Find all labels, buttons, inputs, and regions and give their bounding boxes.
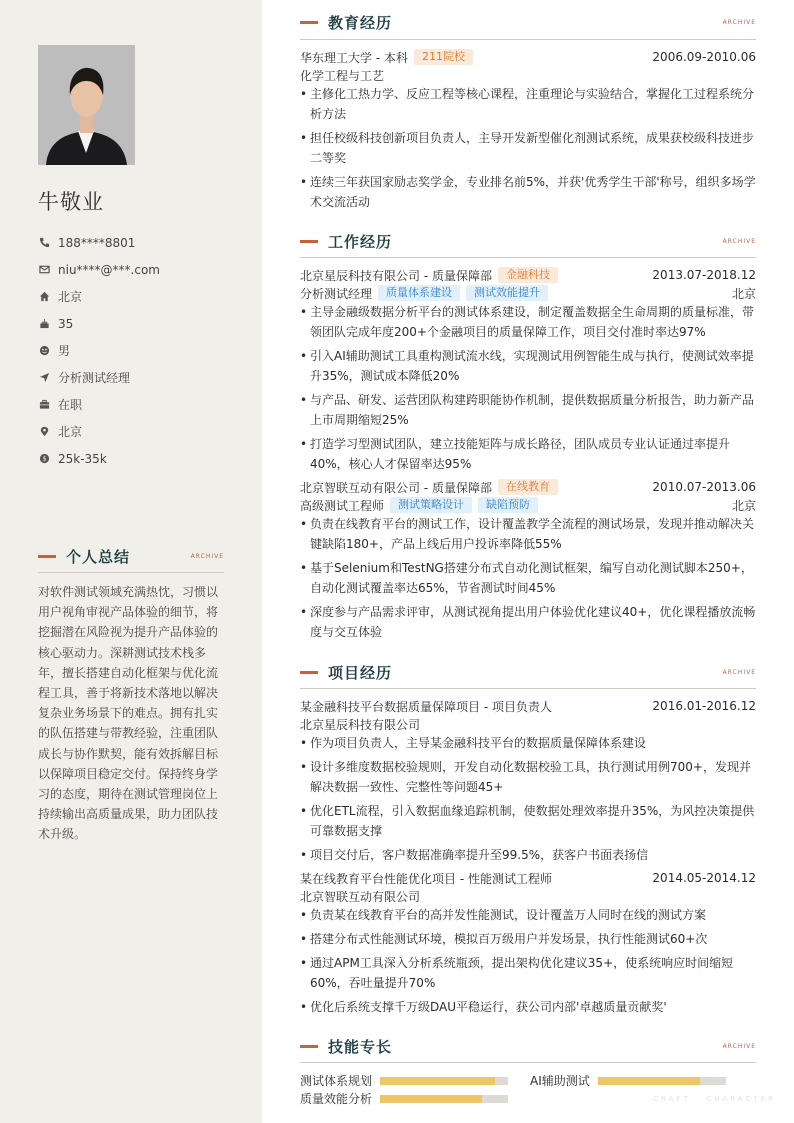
section-tag: ARCHIVE xyxy=(190,553,224,560)
skill-tag: 测试策略设计 xyxy=(390,497,472,513)
project-header xyxy=(300,697,756,715)
project-name: 某在线教育平台性能优化项目 - 性能测试工程师 xyxy=(300,871,552,886)
section-tag: ARCHIVE xyxy=(722,1043,756,1050)
contact-text: 男 xyxy=(58,344,71,358)
section-title: 教育经历 xyxy=(328,14,393,32)
contact-email xyxy=(38,256,160,283)
list-item: • 设计多维度数据校验规则，开发自动化数据校验工具，执行测试用例700+，发现并解决数据一致性、完整性等问题45+ xyxy=(300,757,756,797)
contact-text: 北京 xyxy=(58,290,83,304)
contact-list xyxy=(38,229,160,472)
section-tag: ARCHIVE xyxy=(722,238,756,245)
send-icon xyxy=(38,372,50,384)
job-role-row xyxy=(300,496,756,514)
skills-heading xyxy=(300,1036,756,1057)
project-org: 北京智联互动有限公司 xyxy=(300,889,421,904)
skill-bar xyxy=(380,1095,508,1103)
education-heading xyxy=(300,12,756,33)
job-role: 高级测试工程师 xyxy=(300,498,385,513)
section-tag: ARCHIVE xyxy=(722,19,756,26)
project-date: 2016.01-2016.12 xyxy=(652,699,756,713)
industry-badge: 在线教育 xyxy=(498,479,558,495)
skill-bar-fill xyxy=(598,1077,700,1085)
project-bullets xyxy=(300,733,756,869)
home-icon xyxy=(38,291,50,303)
skill-tag: 质量体系建设 xyxy=(378,285,460,301)
contact-status xyxy=(38,391,160,418)
section-divider xyxy=(300,257,756,258)
skill-bar-fill xyxy=(380,1077,495,1085)
school-name: 华东理工大学 - 本科 xyxy=(300,50,408,65)
heading-accent xyxy=(38,555,56,558)
skill-tag: 缺陷预防 xyxy=(478,497,538,513)
svg-text:$: $ xyxy=(41,454,47,463)
skill-bar xyxy=(380,1077,508,1085)
section-tag: ARCHIVE xyxy=(722,669,756,676)
skill-tag: 测试效能提升 xyxy=(466,285,548,301)
list-item: • 主导金融级数据分析平台的测试体系建设，制定覆盖数据全生命周期的质量标准，带领团队完成年度200+个金融项目的质量保障工作，项目交付准时率达97% xyxy=(300,302,756,342)
job-header xyxy=(300,266,756,284)
industry-badge: 金融科技 xyxy=(498,267,558,283)
list-item: • 深度参与产品需求评审，从测试视角提出用户体验优化建议40+，优化课程播放流畅度与交互体验 xyxy=(300,602,756,642)
contact-position xyxy=(38,364,160,391)
education-date: 2006.09-2010.06 xyxy=(652,50,756,64)
sidebar xyxy=(0,0,262,1123)
heading-accent xyxy=(300,671,318,674)
project-name: 某金融科技平台数据质量保障项目 - 项目负责人 xyxy=(300,699,552,714)
gender-icon xyxy=(38,345,50,357)
job-date: 2010.07-2013.06 xyxy=(652,480,756,494)
skill-item xyxy=(530,1072,726,1089)
list-item: • 负责某在线教育平台的高并发性能测试，设计覆盖万人同时在线的测试方案 xyxy=(300,905,756,925)
heading-accent xyxy=(300,1045,318,1048)
project-org-row xyxy=(300,887,756,905)
section-divider xyxy=(300,39,756,40)
major: 化学工程与工艺 xyxy=(300,68,385,83)
education-header xyxy=(300,48,756,66)
list-item: • 优化ETL流程，引入数据血缘追踪机制，使数据处理效率提升35%，为风控决策提供可靠数据支撑 xyxy=(300,801,756,841)
skill-item xyxy=(300,1090,508,1107)
job-city: 北京 xyxy=(731,498,756,513)
project-bullets xyxy=(300,905,756,1021)
contact-text: 25k-35k xyxy=(58,451,107,466)
section-title: 工作经历 xyxy=(328,233,393,251)
contact-text: 35 xyxy=(58,316,74,331)
contact-text: 北京 xyxy=(58,425,83,439)
list-item: • 项目交付后，客户数据准确率提升至99.5%，获客户书面表扬信 xyxy=(300,845,756,865)
contact-text: 分析测试经理 xyxy=(58,371,131,385)
job-date: 2013.07-2018.12 xyxy=(652,268,756,282)
candidate-name: 牛敬业 xyxy=(38,190,104,214)
skill-name: 测试体系规划 xyxy=(300,1074,373,1088)
job-bullets xyxy=(300,302,756,478)
list-item: • 担任校级科技创新项目负责人，主导开发新型催化剂测试系统，成果获校级科技进步二等奖 xyxy=(300,128,756,168)
education-bullets xyxy=(300,84,756,216)
contact-gender xyxy=(38,337,160,364)
briefcase-icon xyxy=(38,399,50,411)
project-date: 2014.05-2014.12 xyxy=(652,871,756,885)
skill-item xyxy=(300,1072,508,1089)
job-city: 北京 xyxy=(731,286,756,301)
company-name: 北京智联互动有限公司 - 质量保障部 xyxy=(300,480,492,495)
list-item: • 引入AI辅助测试工具重构测试流水线，实现测试用例智能生成与执行，使测试效率提升35%，测试成本降低20% xyxy=(300,346,756,386)
list-item: • 打造学习型测试团队，建立技能矩阵与成长路径，团队成员专业认证通过率提升40%，核心人才保留率达95% xyxy=(300,434,756,474)
location-icon xyxy=(38,426,50,438)
list-item: • 与产品、研发、运营团队构建跨职能协作机制，提供数据质量分析报告，助力新产品上市周期缩短25% xyxy=(300,390,756,430)
contact-home xyxy=(38,283,160,310)
heading-accent xyxy=(300,21,318,24)
section-divider xyxy=(300,688,756,689)
school-badge: 211院校 xyxy=(414,49,473,65)
summary-text: 对软件测试领域充满热忱，习惯以用户视角审视产品体验的细节，将挖掘潜在风险视为提升产品体验的核心驱动力。深耕测试技术栈多年，擅长搭建自动化框架与优化流程工具，善于将新技术落地以解决复杂业务场景下的难点。拥有扎实的队伍搭建与带教经验，注重团队成长与协作默契，能有效拆解目标以保障项目稳定交付。保持终身学习的态度，期待在测试管理岗位上持续输出高质量成果，助力团队技术升级。 xyxy=(38,585,219,842)
list-item: • 基于Selenium和TestNG搭建分布式自动化测试框架，编写自动化测试脚本250+，自动化测试覆盖率达65%，节省测试时间45% xyxy=(300,558,756,598)
list-item: • 主修化工热力学、反应工程等核心课程，注重理论与实验结合，掌握化工过程系统分析方法 xyxy=(300,84,756,124)
profile-photo xyxy=(38,45,135,165)
cake-icon xyxy=(38,318,50,330)
watermark: CRAFT · CHARACTER xyxy=(653,1095,776,1103)
contact-text: 在职 xyxy=(58,398,83,412)
section-title: 个人总结 xyxy=(66,548,131,566)
list-item: • 优化后系统支撑千万级DAU平稳运行，获公司内部'卓越质量贡献奖' xyxy=(300,997,756,1017)
list-item: • 搭建分布式性能测试环境，模拟百万级用户并发场景，执行性能测试60+次 xyxy=(300,929,756,949)
projects-heading xyxy=(300,662,756,683)
project-header xyxy=(300,869,756,887)
section-divider xyxy=(300,1062,756,1063)
list-item: • 负责在线教育平台的测试工作，设计覆盖教学全流程的测试场景，发现并推动解决关键缺陷180+，产品上线后用户投诉率降低55% xyxy=(300,514,756,554)
section-title: 项目经历 xyxy=(328,664,393,682)
contact-text: niu****@***.com xyxy=(58,262,160,277)
list-item: • 作为项目负责人，主导某金融科技平台的数据质量保障体系建设 xyxy=(300,733,756,753)
heading-accent xyxy=(300,240,318,243)
skill-bar xyxy=(598,1077,726,1085)
contact-salary xyxy=(38,445,160,472)
summary-heading xyxy=(38,546,224,567)
section-divider xyxy=(38,572,224,573)
skill-bar-fill xyxy=(380,1095,482,1103)
education-major-row xyxy=(300,66,756,84)
project-org-row xyxy=(300,715,756,733)
work-heading xyxy=(300,231,756,252)
section-title: 技能专长 xyxy=(328,1038,393,1056)
job-bullets xyxy=(300,514,756,646)
job-role-row xyxy=(300,284,756,302)
salary-icon xyxy=(38,453,50,465)
list-item: • 连续三年获国家励志奖学金，专业排名前5%，并获'优秀学生干部'称号，组织多场学术交流活动 xyxy=(300,172,756,212)
job-role: 分析测试经理 xyxy=(300,286,373,301)
project-org: 北京星辰科技有限公司 xyxy=(300,717,421,732)
contact-age xyxy=(38,310,160,337)
contact-phone xyxy=(38,229,160,256)
skill-name: AI辅助测试 xyxy=(530,1074,590,1088)
email-icon xyxy=(38,264,50,276)
company-name: 北京星辰科技有限公司 - 质量保障部 xyxy=(300,268,492,283)
list-item: • 通过APM工具深入分析系统瓶颈，提出架构优化建议35+，使系统响应时间缩短60%，吞吐量提升70% xyxy=(300,953,756,993)
job-header xyxy=(300,478,756,496)
contact-location xyxy=(38,418,160,445)
skill-name: 质量效能分析 xyxy=(300,1092,373,1106)
contact-text: 188****8801 xyxy=(58,235,136,250)
phone-icon xyxy=(38,237,50,249)
